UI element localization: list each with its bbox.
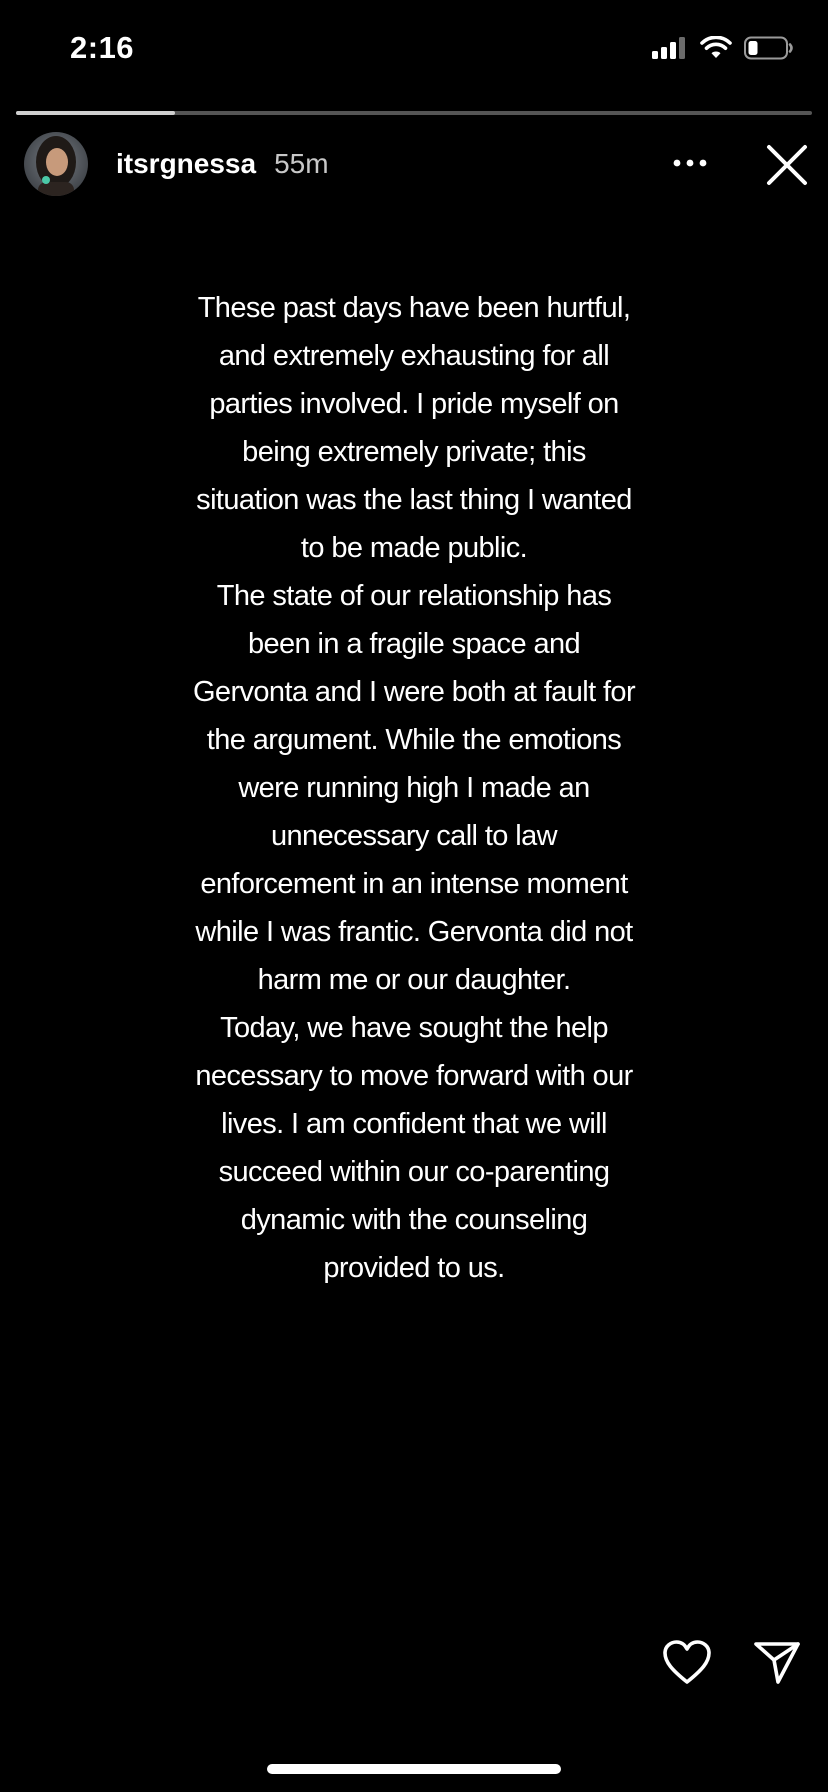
story-text [190,284,638,1292]
post-time: 55m [274,148,329,179]
close-button[interactable] [764,142,810,188]
avatar[interactable] [24,132,88,196]
story-actions [662,1640,802,1686]
story-paragraph-1: These past days have been hurtful, and extremely exhausting for all parties involved. I pride myself on being extremely private; this situation was the last thing I wanted to be made public. [196,292,632,564]
like-button[interactable] [662,1640,712,1686]
story-progress-bar [16,111,812,115]
heart-icon [662,1640,712,1686]
status-time: 2:16 [70,30,135,65]
more-options-icon [673,159,707,167]
wifi-icon [700,36,732,60]
share-button[interactable] [752,1640,802,1686]
close-icon [764,142,810,188]
more-options-button[interactable] [670,148,710,178]
story-header [24,130,814,198]
story-progress-fill [16,111,175,115]
story-paragraph-3: Today, we have sought the help necessary to move forward with our lives. I am confident that we will succeed within our co-parenting dynamic with the counseling provided to us. [195,1012,633,1284]
battery-icon [744,36,794,60]
username[interactable]: itsrgnessa [116,148,257,179]
home-indicator[interactable] [267,1764,561,1774]
cellular-signal-icon [652,37,688,59]
story-paragraph-2: The state of our relationship has been in a fragile space and Gervonta and I were both at fault for the argument. While the emotions were running high I made an unnecessary call to law enforcement in an intense moment while I was frantic. Gervonta did not harm me or our daughter. [192,580,636,996]
status-icons [652,36,794,60]
send-icon [752,1640,802,1686]
